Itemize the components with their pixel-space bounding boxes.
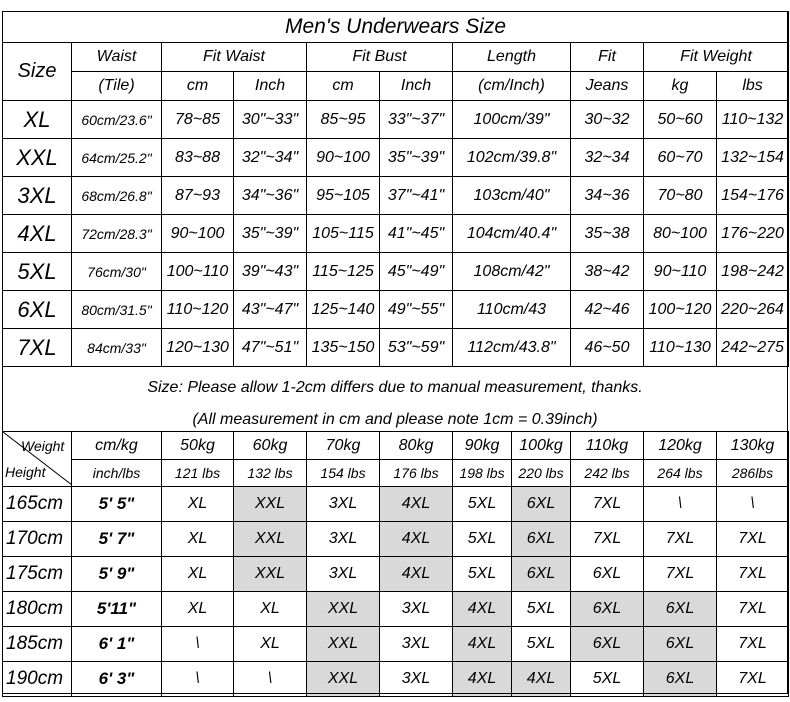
table-cell: 34~36: [571, 177, 644, 215]
size-recommendation: 7XL: [717, 592, 789, 627]
table-cell: 100cm/39": [453, 101, 571, 139]
table-cell: 70~80: [644, 177, 717, 215]
unit-inch-lbs: inch/lbs: [72, 460, 162, 487]
table-cell: 30"~33": [234, 101, 307, 139]
table-cell: 102cm/39.8": [453, 139, 571, 177]
table-cell: 100~110: [162, 253, 234, 291]
table-cell: 90~110: [644, 253, 717, 291]
height-imperial: 5' 9": [72, 557, 162, 592]
table-cell: 47"~51": [234, 329, 307, 367]
size-recommendation: 7XL: [644, 522, 717, 557]
size-recommendation: XL: [162, 522, 234, 557]
size-recommendation: 4XL: [453, 592, 512, 627]
size-recommendation: 3XL: [380, 662, 453, 697]
weight-kg-header: 130kg: [717, 432, 789, 460]
size-recommendation: 4XL: [380, 522, 453, 557]
size-recommendation: XXL: [307, 592, 380, 627]
size-recommendation: 3XL: [307, 522, 380, 557]
size-recommendation: 4XL: [512, 662, 571, 697]
table-cell: 37"~41": [380, 177, 453, 215]
table-cell: 72cm/28.3": [72, 215, 162, 253]
table-cell: 108cm/42": [453, 253, 571, 291]
subheader: lbs: [717, 72, 789, 101]
height-cm: 185cm: [3, 627, 72, 662]
weight-kg-header: 80kg: [380, 432, 453, 460]
size-label: 4XL: [3, 215, 72, 253]
weight-kg-header: 100kg: [512, 432, 571, 460]
size-label: 7XL: [3, 329, 72, 367]
height-cm: 170cm: [3, 522, 72, 557]
table-cell: 76cm/30": [72, 253, 162, 291]
size-recommendation: 7XL: [717, 627, 789, 662]
size-recommendation: XL: [162, 557, 234, 592]
size-recommendation: 6XL: [512, 522, 571, 557]
size-recommendation: XL: [234, 592, 307, 627]
size-recommendation: 6XL: [644, 627, 717, 662]
table-cell: 112cm/43.8": [453, 329, 571, 367]
table-cell: 95~105: [307, 177, 380, 215]
table-cell: 42~46: [571, 291, 644, 329]
height-imperial: 5' 5": [72, 487, 162, 522]
outer-border: [2, 11, 788, 694]
weight-lbs-header: 121 lbs: [162, 460, 234, 487]
size-recommendation: 5XL: [453, 522, 512, 557]
size-recommendation: 7XL: [571, 522, 644, 557]
size-recommendation: 7XL: [717, 557, 789, 592]
fit-bust-header: Fit Bust: [307, 43, 453, 72]
fit-waist-header: Fit Waist: [162, 43, 307, 72]
size-recommendation: 6XL: [644, 592, 717, 627]
weight-lbs-header: 132 lbs: [234, 460, 307, 487]
table-cell: 49"~55": [380, 291, 453, 329]
table-cell: 32~34: [571, 139, 644, 177]
size-recommendation: \: [162, 662, 234, 697]
size-recommendation: 6XL: [512, 487, 571, 522]
weight-label: Weight: [21, 438, 65, 454]
table-cell: 80cm/31.5": [72, 291, 162, 329]
weight-lbs-header: 286lbs: [717, 460, 789, 487]
subheader: Inch: [380, 72, 453, 101]
subheader: Jeans: [571, 72, 644, 101]
size-recommendation: 5XL: [512, 627, 571, 662]
weight-lbs-header: 242 lbs: [571, 460, 644, 487]
size-recommendation: 3XL: [380, 592, 453, 627]
size-recommendation: \: [162, 627, 234, 662]
subheader: Inch: [234, 72, 307, 101]
waist-header: Waist: [72, 43, 162, 72]
size-recommendation: 3XL: [307, 487, 380, 522]
size-recommendation: \: [717, 487, 789, 522]
table-cell: 242~275: [717, 329, 789, 367]
size-recommendation: XL: [234, 627, 307, 662]
size-recommendation: 4XL: [453, 662, 512, 697]
table-cell: 85~95: [307, 101, 380, 139]
table-cell: 33"~37": [380, 101, 453, 139]
table-cell: 90~100: [307, 139, 380, 177]
table-cell: 110~132: [717, 101, 789, 139]
weight-lbs-header: 176 lbs: [380, 460, 453, 487]
size-recommendation: 5XL: [453, 557, 512, 592]
table-cell: 84cm/33": [72, 329, 162, 367]
size-recommendation: 7XL: [644, 557, 717, 592]
height-cm: 180cm: [3, 592, 72, 627]
subheader: cm: [307, 72, 380, 101]
size-recommendation: 4XL: [453, 627, 512, 662]
fit-weight-header: Fit Weight: [644, 43, 789, 72]
table-cell: 83~88: [162, 139, 234, 177]
size-recommendation: XXL: [307, 662, 380, 697]
size-recommendation: \: [644, 487, 717, 522]
table-cell: 60~70: [644, 139, 717, 177]
note-line-1: Size: Please allow 1-2cm differs due to manual measurement, thanks.: [147, 379, 643, 396]
table-cell: 220~264: [717, 291, 789, 329]
table-cell: 110cm/43: [453, 291, 571, 329]
size-label: 5XL: [3, 253, 72, 291]
table-cell: 120~130: [162, 329, 234, 367]
height-cm: 175cm: [3, 557, 72, 592]
table-cell: 53"~59": [380, 329, 453, 367]
weight-lbs-header: 264 lbs: [644, 460, 717, 487]
height-cm: 190cm: [3, 662, 72, 697]
table-cell: 39"~43": [234, 253, 307, 291]
unit-cm-kg: cm/kg: [72, 432, 162, 460]
table-cell: 125~140: [307, 291, 380, 329]
page-title: Men's Underwears Size: [3, 12, 789, 43]
weight-lbs-header: 198 lbs: [453, 460, 512, 487]
size-recommendation: 6XL: [571, 627, 644, 662]
size-recommendation: 7XL: [571, 487, 644, 522]
size-recommendation: 6XL: [512, 557, 571, 592]
table-cell: 110~120: [162, 291, 234, 329]
table-cell: 132~154: [717, 139, 789, 177]
size-label: XXL: [3, 139, 72, 177]
table-cell: 104cm/40.4": [453, 215, 571, 253]
weight-lbs-header: 220 lbs: [512, 460, 571, 487]
table-cell: 50~60: [644, 101, 717, 139]
size-recommendation: 4XL: [380, 487, 453, 522]
weight-kg-header: 110kg: [571, 432, 644, 460]
height-cm: 165cm: [3, 487, 72, 522]
weight-kg-header: 60kg: [234, 432, 307, 460]
table-cell: 68cm/26.8": [72, 177, 162, 215]
table-cell: 30~32: [571, 101, 644, 139]
size-recommendation: 5XL: [571, 662, 644, 697]
table-cell: 80~100: [644, 215, 717, 253]
weight-lbs-header: 154 lbs: [307, 460, 380, 487]
weight-kg-header: 90kg: [453, 432, 512, 460]
size-recommendation: 4XL: [380, 557, 453, 592]
size-recommendation: XXL: [307, 627, 380, 662]
table-cell: 110~130: [644, 329, 717, 367]
table-cell: 103cm/40": [453, 177, 571, 215]
table-cell: 38~42: [571, 253, 644, 291]
table-cell: 100~120: [644, 291, 717, 329]
size-recommendation: \: [234, 662, 307, 697]
table-cell: 43"~47": [234, 291, 307, 329]
table-cell: 35"~39": [234, 215, 307, 253]
subheader: kg: [644, 72, 717, 101]
table-cell: 115~125: [307, 253, 380, 291]
table-cell: 46~50: [571, 329, 644, 367]
table-cell: 45"~49": [380, 253, 453, 291]
table-cell: 32"~34": [234, 139, 307, 177]
size-recommendation: XXL: [234, 487, 307, 522]
weight-kg-header: 70kg: [307, 432, 380, 460]
size-recommendation: XL: [162, 592, 234, 627]
table-cell: 34"~36": [234, 177, 307, 215]
size-label: XL: [3, 101, 72, 139]
height-imperial: 5'11": [72, 592, 162, 627]
size-recommendation: 3XL: [380, 627, 453, 662]
size-recommendation: 5XL: [453, 487, 512, 522]
table-cell: 35"~39": [380, 139, 453, 177]
size-recommendation: XL: [162, 487, 234, 522]
subheader: cm: [162, 72, 234, 101]
table-cell: 135~150: [307, 329, 380, 367]
size-recommendation: 6XL: [644, 662, 717, 697]
height-label: Height: [5, 464, 46, 480]
table-cell: 78~85: [162, 101, 234, 139]
size-recommendation: XXL: [234, 522, 307, 557]
weight-kg-header: 120kg: [644, 432, 717, 460]
size-recommendation: 5XL: [512, 592, 571, 627]
size-recommendation: 7XL: [717, 522, 789, 557]
size-recommendation: 3XL: [307, 557, 380, 592]
table-cell: 176~220: [717, 215, 789, 253]
subheader: (Tile): [72, 72, 162, 101]
table-cell: 105~115: [307, 215, 380, 253]
table-cell: 35~38: [571, 215, 644, 253]
height-imperial: 5' 7": [72, 522, 162, 557]
table-cell: 60cm/23.6": [72, 101, 162, 139]
size-recommendation: 6XL: [571, 557, 644, 592]
size-recommendation: 7XL: [717, 662, 789, 697]
height-imperial: 6' 1": [72, 627, 162, 662]
height-imperial: 6' 3": [72, 662, 162, 697]
size-label: 6XL: [3, 291, 72, 329]
table-cell: 198~242: [717, 253, 789, 291]
size-label: 3XL: [3, 177, 72, 215]
note-line-2: (All measurement in cm and please note 1cm = 0.39inch): [192, 411, 598, 428]
table-cell: 154~176: [717, 177, 789, 215]
table-cell: 87~93: [162, 177, 234, 215]
subheader: (cm/Inch): [453, 72, 571, 101]
size-recommendation: 6XL: [571, 592, 644, 627]
size-header: Size: [3, 43, 72, 101]
table-cell: 41"~45": [380, 215, 453, 253]
length-header: Length: [453, 43, 571, 72]
table-cell: 64cm/25.2": [72, 139, 162, 177]
size-recommendation: XXL: [234, 557, 307, 592]
table-cell: 90~100: [162, 215, 234, 253]
fit-header: Fit: [571, 43, 644, 72]
weight-kg-header: 50kg: [162, 432, 234, 460]
